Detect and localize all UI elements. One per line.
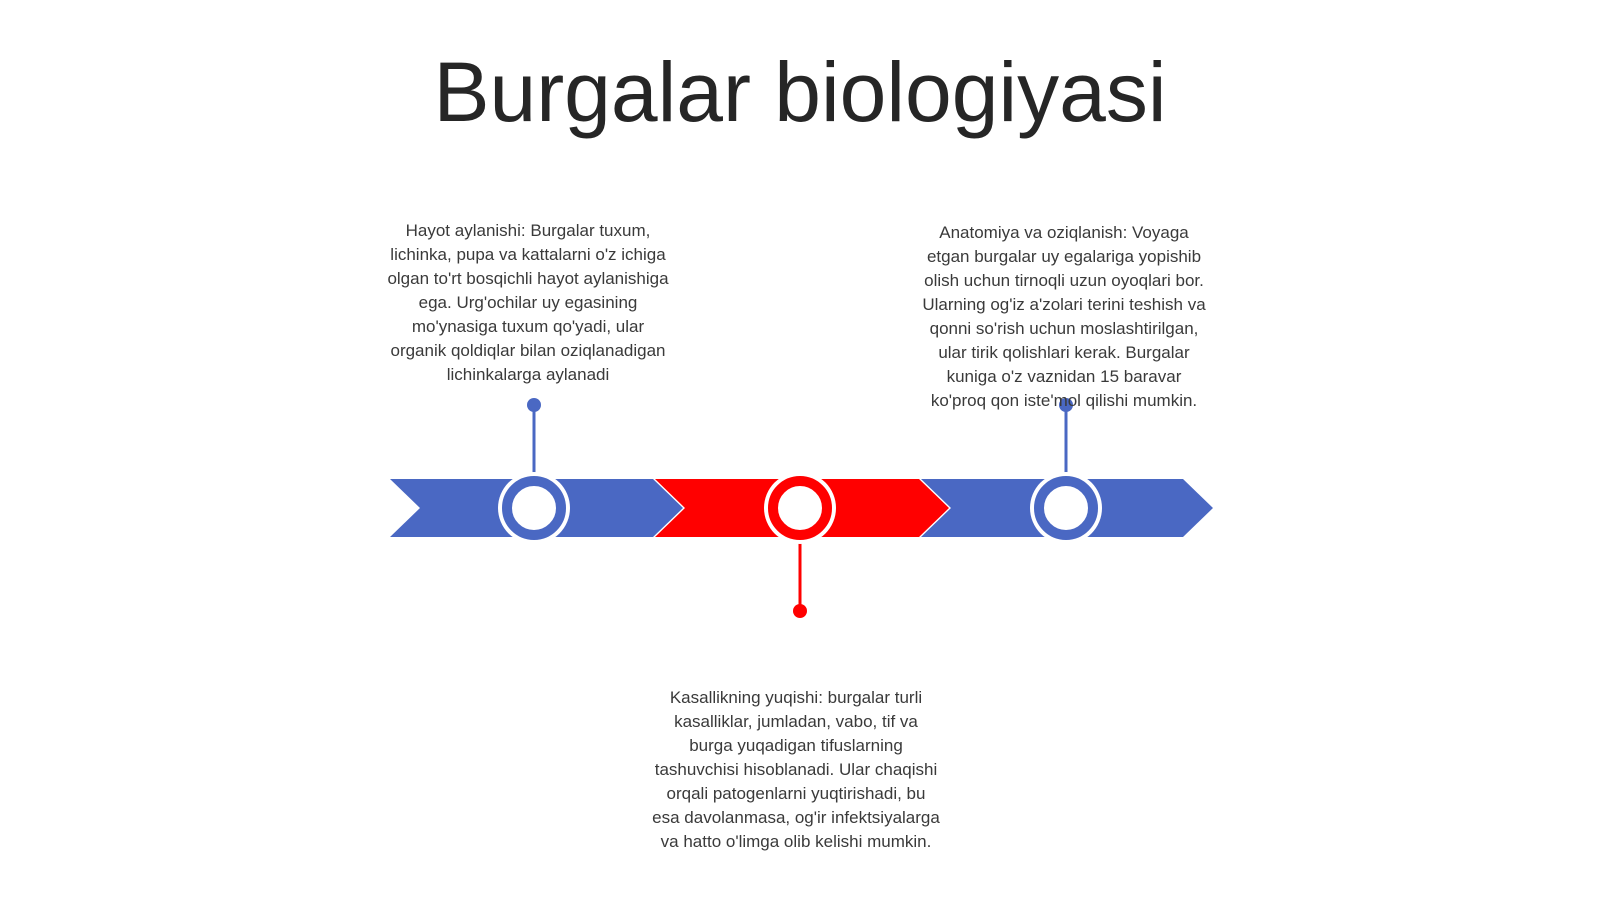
milestone-marker-3 <box>1039 481 1093 535</box>
connector-dot-2 <box>793 604 807 618</box>
milestone-text-anatomy: Anatomiya va oziqlanish: Voyaga etgan burgalar uy egalariga yopishib olish uchun tirnoqli uzun oyoqlari bor. Ularning og'iz a'zolari terini teshish va qonni so'rish uchun moslashtirilgan, ular tirik qolishlari kerak. Burgalar kuniga o'z vaznidan 15 baravar ko'proq qon iste'mol qilishi mumkin. <box>922 223 1206 410</box>
milestone-marker-1 <box>507 481 561 535</box>
milestone-text-disease: Kasallikning yuqishi: burgalar turli kasalliklar, jumladan, vabo, tif va burga yuqadigan tifuslarning tashuvchisi hisoblanadi. Ular chaqishi orqali patogenlarni yuqtirishadi, bu esa davolanmasa, og'ir infektsiyalarga va hatto o'limga olib kelishi mumkin. <box>652 688 940 851</box>
slide-title: Burgalar biologiyasi <box>433 45 1167 139</box>
connector-dot-1 <box>527 398 541 412</box>
milestone-text-life-cycle: Hayot aylanishi: Burgalar tuxum, lichinka, pupa va kattalarni o'z ichiga olgan to'rt bosqichli hayot aylanishiga ega. Urg'ochilar uy egasining mo'ynasiga tuxum qo'yadi, ular organik qoldiqlar bilan oziqlanadigan lichinkalarga aylanadi <box>387 221 669 384</box>
milestone-marker-2 <box>773 481 827 535</box>
